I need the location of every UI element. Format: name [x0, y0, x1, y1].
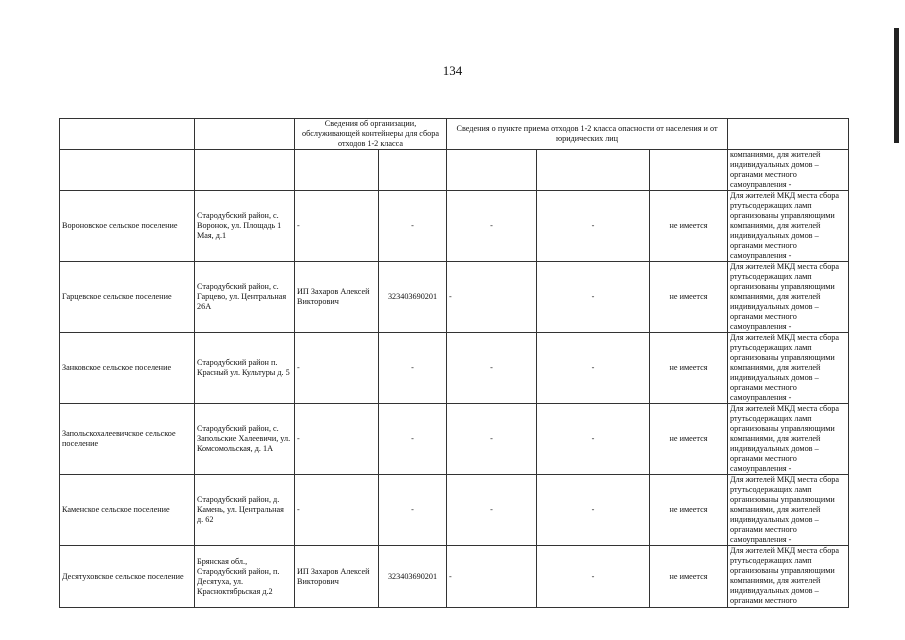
- scan-edge-bar: [894, 28, 899, 143]
- point-address-cell: -: [537, 262, 650, 333]
- inn-cell: -: [379, 404, 447, 475]
- header-org-info: Сведения об организации, обслуживающей контейнеры для сбора отходов 1-2 класса: [295, 119, 447, 150]
- header-cell-empty: [195, 119, 295, 150]
- table-header-row: [60, 119, 849, 150]
- settlement-cell: Вороновское сельское поселение: [60, 191, 195, 262]
- point-name-cell: -: [447, 262, 537, 333]
- table-row: [60, 191, 849, 262]
- point-name-cell: -: [447, 333, 537, 404]
- address-cell: Стародубский район, с. Воронок, ул. Площадь 1 Мая, д.1: [195, 191, 295, 262]
- availability-cell: не имеется: [650, 333, 728, 404]
- page-number: 134: [442, 63, 463, 78]
- org-cell: -: [295, 404, 379, 475]
- org-cell: ИП Захаров Алексей Викторович: [295, 262, 379, 333]
- address-cell: Стародубский район, с. Запольские Халеевичи, ул. Комсомольская, д. 1А: [195, 404, 295, 475]
- point-name-cell: -: [447, 475, 537, 546]
- table-row: [60, 404, 849, 475]
- address-cell: Брянская обл., Стародубский район, п. Десятуха, ул. Красноктябрьская д.2: [195, 546, 295, 608]
- inn-cell: -: [379, 475, 447, 546]
- point-name-cell: -: [447, 546, 537, 608]
- point-address-cell: -: [537, 191, 650, 262]
- org-cell: -: [295, 475, 379, 546]
- availability-cell: не имеется: [650, 475, 728, 546]
- settlement-cell: Гарцевское сельское поселение: [60, 262, 195, 333]
- inn-cell: 323403690201: [379, 262, 447, 333]
- waste-collection-table: [59, 118, 849, 608]
- settlement-cell: Десятуховское сельское поселение: [60, 546, 195, 608]
- point-address-cell: -: [537, 404, 650, 475]
- header-cell-empty: [60, 119, 195, 150]
- inn-cell: -: [379, 191, 447, 262]
- note-cell: Для жителей МКД места сбора ртутьсодержащих ламп организованы управляющими компаниями, для жителей индивидуальных домов – органами местного самоуправления -: [728, 262, 849, 333]
- header-point-info: Сведения о пункте приема отходов 1-2 класса опасности от населения и от юридических лиц: [447, 119, 728, 150]
- table-row: [60, 546, 849, 608]
- note-cell: Для жителей МКД места сбора ртутьсодержащих ламп организованы управляющими компаниями, для жителей индивидуальных домов – органами местного самоуправления -: [728, 475, 849, 546]
- header-cell-empty: [728, 119, 849, 150]
- settlement-cell: Занковское сельское поселение: [60, 333, 195, 404]
- note-cell: Для жителей МКД места сбора ртутьсодержащих ламп организованы управляющими компаниями, для жителей индивидуальных домов – органами местного: [728, 546, 849, 608]
- point-address-cell: -: [537, 333, 650, 404]
- org-cell: -: [295, 333, 379, 404]
- point-name-cell: -: [447, 404, 537, 475]
- availability-cell: не имеется: [650, 191, 728, 262]
- availability-cell: не имеется: [650, 404, 728, 475]
- point-name-cell: -: [447, 191, 537, 262]
- availability-cell: не имеется: [650, 546, 728, 608]
- table-row: [60, 475, 849, 546]
- org-cell: ИП Захаров Алексей Викторович: [295, 546, 379, 608]
- address-cell: Стародубский район п. Красный ул. Культуры д. 5: [195, 333, 295, 404]
- table-row: [60, 333, 849, 404]
- settlement-cell: Каменское сельское поселение: [60, 475, 195, 546]
- point-address-cell: -: [537, 475, 650, 546]
- inn-cell: 323403690201: [379, 546, 447, 608]
- availability-cell: не имеется: [650, 262, 728, 333]
- note-cell: Для жителей МКД места сбора ртутьсодержащих ламп организованы управляющими компаниями, для жителей индивидуальных домов – органами местного самоуправления -: [728, 191, 849, 262]
- note-cell: Для жителей МКД места сбора ртутьсодержащих ламп организованы управляющими компаниями, для жителей индивидуальных домов – органами местного самоуправления -: [728, 333, 849, 404]
- continuation-note: компаниями, для жителей индивидуальных домов – органами местного самоуправления -: [728, 150, 849, 191]
- settlement-cell: Запольскохалеевичское сельское поселение: [60, 404, 195, 475]
- inn-cell: -: [379, 333, 447, 404]
- continuation-row: [60, 150, 849, 191]
- table-row: [60, 262, 849, 333]
- org-cell: -: [295, 191, 379, 262]
- address-cell: Стародубский район, д. Камень, ул. Центральная д. 62: [195, 475, 295, 546]
- point-address-cell: -: [537, 546, 650, 608]
- note-cell: Для жителей МКД места сбора ртутьсодержащих ламп организованы управляющими компаниями, для жителей индивидуальных домов – органами местного самоуправления -: [728, 404, 849, 475]
- address-cell: Стародубский район, с. Гарцево, ул. Центральная 26А: [195, 262, 295, 333]
